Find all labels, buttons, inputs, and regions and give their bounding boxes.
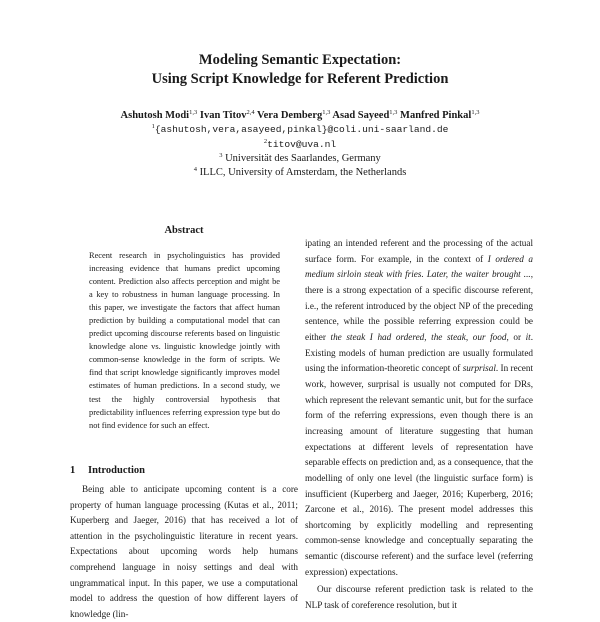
author-affiliation-mark: 2,4: [246, 109, 255, 116]
author-name: Ashutosh Modi: [120, 110, 190, 121]
introduction-text: Being able to anticipate upcoming content is a core property of human language processing (Kutas et al., 2011; Kuperberg and Jaeger, 2016) that has received a lot of attention in the psycholinguistic literature in recent years. Expectations about upcoming words help humans comprehend language in noisy settings and deal with ungrammatical input. In this paper, we use a computational model to address the question of how different layers of knowledge (lin-: [70, 484, 298, 619]
body-text: , or: [506, 331, 526, 342]
body-text: ,: [465, 331, 473, 342]
body-text: . Existing models of human prediction are usually formulated using the information-theoretic concept of: [305, 331, 534, 374]
paper-title-line-1: Modeling Semantic Expectation:: [198, 52, 402, 68]
body-text: ,: [424, 331, 432, 342]
author-list: [0, 109, 600, 121]
author-affiliation-mark: 1,3: [389, 109, 398, 116]
affiliation-1: [0, 123, 600, 135]
example-text: the steak: [431, 331, 466, 342]
section-heading: [70, 465, 145, 476]
affiliation-4: [0, 166, 600, 178]
abstract-heading: Abstract: [164, 225, 204, 236]
example-text: I ordered a medium sirloin steak with fries. Later, the waiter brought ...: [305, 253, 533, 280]
body-text: , there is a strong expectation of a specific discourse referent, i.e., the referent introduced by the object NP of the preceding sentence, while the possible referring expression could be either: [305, 269, 533, 342]
right-column-paragraph: [305, 236, 533, 580]
author-affiliation-mark: 1,3: [322, 109, 331, 116]
affiliation-3: [0, 152, 600, 164]
affiliation-institution: ILLC, University of Amsterdam, the Netherlands: [199, 167, 407, 178]
author-name: Asad Sayeed: [332, 110, 390, 121]
affiliation-mark: 2: [263, 138, 268, 145]
affiliation-emails: {ashutosh,vera,asayeed,pinkal}@coli.uni-saarland.de: [154, 124, 449, 135]
affiliation-mark: 3: [219, 152, 223, 159]
affiliation-email: titov@uva.nl: [267, 139, 337, 150]
author-affiliation-mark: 1,3: [189, 109, 198, 116]
author-name: Ivan Titov: [199, 110, 247, 121]
author-name: Manfred Pinkal: [400, 110, 472, 121]
example-text: it: [525, 331, 531, 342]
affiliation-mark: 1: [151, 123, 155, 130]
right-column: [305, 236, 533, 614]
right-column-paragraph-2: Our discourse referent prediction task is related to the NLP task of coreference resolution, but it: [305, 584, 533, 611]
author-name: Vera Demberg: [257, 110, 323, 121]
affiliation-institution: Universität des Saarlandes, Germany: [225, 153, 381, 164]
paper-title-line-2: Using Script Knowledge for Referent Prediction: [151, 71, 449, 87]
term-text: surprisal: [462, 363, 496, 374]
affiliation-2: [0, 138, 600, 150]
section-number: 1: [70, 465, 76, 476]
section-title: Introduction: [88, 465, 145, 476]
body-text: ipating an intended referent and the processing of the actual surface form. For example, in the context of: [305, 238, 533, 264]
example-text: the steak I had ordered: [330, 331, 425, 342]
example-text: our food: [472, 331, 507, 342]
abstract-text: Recent research in psycholinguistics has provided increasing evidence that humans predict upcoming content. Prediction also affects perception and might be a key to robustness in human language processing. In this paper, we investigate the factors that affect human prediction by building a computational model that can predict upcoming discourse referents based on linguistic knowledge alone vs. linguistic knowledge jointly with common-sense knowledge in the form of scripts. We find that script knowledge significantly improves model estimates of human predictions. In a second study, we test the highly controversial hypothesis that predictability influences referring expression type but do not find evidence for such an effect.: [89, 251, 280, 430]
author-affiliation-mark: 1,3: [471, 109, 480, 116]
affiliation-mark: 4: [193, 166, 197, 173]
body-text: . In recent work, however, surprisal is usually not computed for DRs, which represent the relevant semantic unit, but for the surface form of the referring expressions, even though there is an increasing amount of literature suggesting that human expectations at different levels of representation have separable effects on prediction and, as a consequence, that the modelling of only one level (the linguistic surface form) is insufficient (Kuperberg and Jaeger, 2016; Kuperberg, 2016; Zarcone et al., 2016). The present model addresses this shortcoming by explicitly modelling and representing common-sense knowledge and conceptually separating the semantic (discourse referent) and the surface level (referring expression) expectations.: [305, 363, 534, 577]
